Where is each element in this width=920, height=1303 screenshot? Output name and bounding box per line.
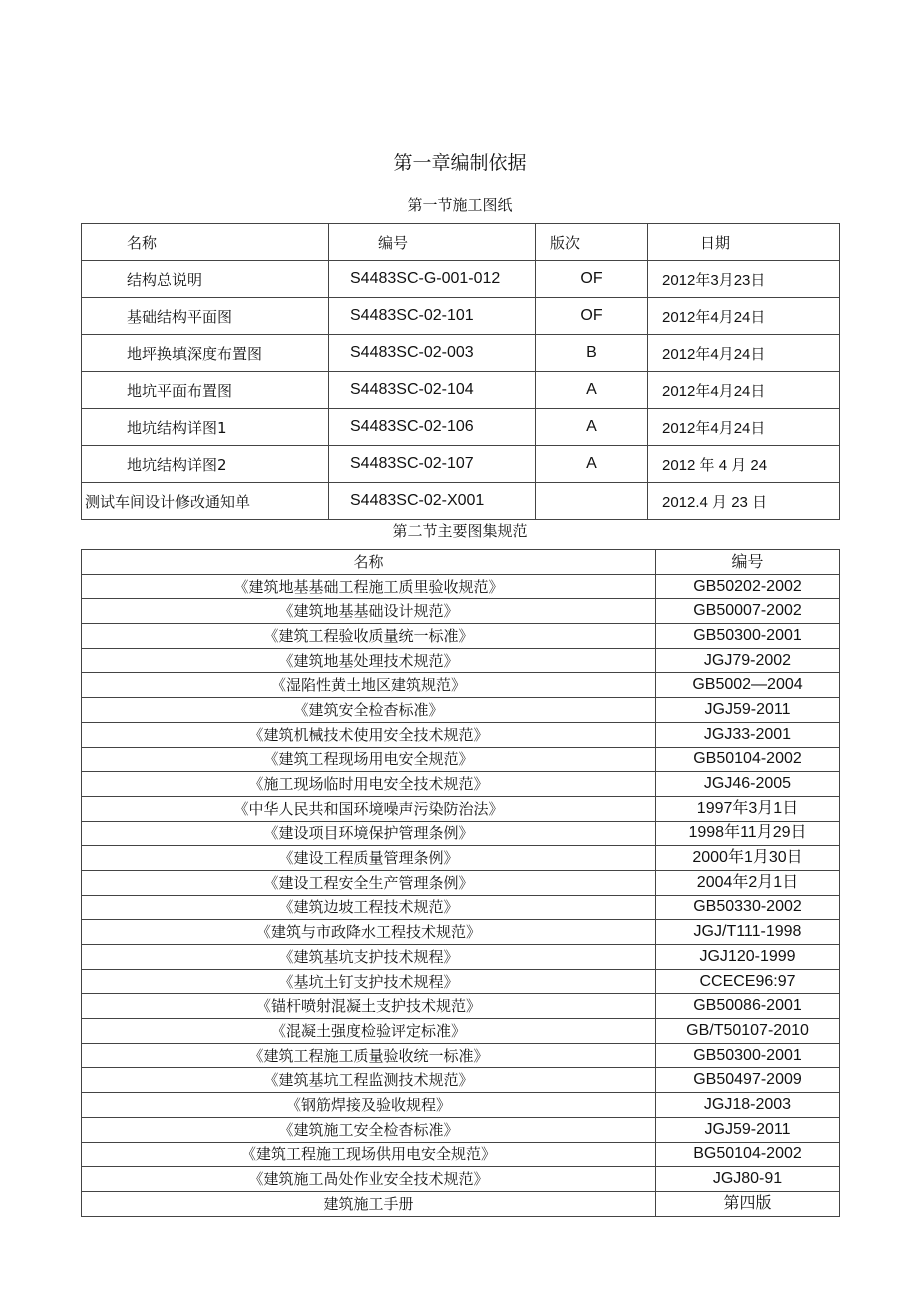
standard-name: 《建筑机械技术使用安全技术规范》 — [82, 722, 656, 747]
header-name: 名称 — [82, 550, 656, 575]
drawing-date: 2012年4月24日 — [648, 298, 840, 335]
standard-name: 《施工现场临时用电安全技术规范》 — [82, 772, 656, 797]
table-row — [82, 673, 840, 698]
table-row — [82, 870, 840, 895]
table-row — [82, 920, 840, 945]
drawing-version: OF — [536, 298, 648, 335]
drawing-date: 2012年4月24日 — [648, 372, 840, 409]
standard-name: 《建筑工程施工质量验收统一标准》 — [82, 1043, 656, 1068]
table-row — [82, 1093, 840, 1118]
drawing-date: 2012.4 月 23 日 — [648, 483, 840, 520]
drawing-code: S4483SC-02-107 — [329, 446, 536, 483]
standard-code: 2000年1月30日 — [656, 846, 840, 871]
table-row — [82, 599, 840, 624]
standard-code: GB50300-2001 — [656, 624, 840, 649]
standard-name: 《建筑施工咼处作业安全技术规范》 — [82, 1167, 656, 1192]
standard-name: 《建筑地基处理技术规范》 — [82, 648, 656, 673]
standard-name: 《湿陷性黄土地区建筑规范》 — [82, 673, 656, 698]
standard-code: JGJ59-2011 — [656, 1117, 840, 1142]
standard-code: GB50202-2002 — [656, 574, 840, 599]
drawings-table — [81, 223, 840, 520]
standard-name: 《锚杆喷射混凝土支护技术规范》 — [82, 994, 656, 1019]
header-code: 编号 — [329, 224, 536, 261]
table-row — [82, 698, 840, 723]
table-row — [82, 747, 840, 772]
table-row — [82, 574, 840, 599]
drawing-version: A — [536, 409, 648, 446]
standard-code: CCECE96:97 — [656, 969, 840, 994]
standard-code: 1997年3月1日 — [656, 796, 840, 821]
standard-name: 《中华人民共和国环境噪声污染防治法》 — [82, 796, 656, 821]
drawing-version: A — [536, 446, 648, 483]
table-row — [82, 994, 840, 1019]
table-row — [82, 1142, 840, 1167]
drawing-code: S4483SC-02-106 — [329, 409, 536, 446]
standard-code: JGJ79-2002 — [656, 648, 840, 673]
standard-name: 建筑施工手册 — [82, 1191, 656, 1216]
table-row — [82, 1167, 840, 1192]
standard-name: 《建筑地基基础设计规范》 — [82, 599, 656, 624]
table-row — [82, 1043, 840, 1068]
table-row — [82, 335, 840, 372]
table-header-row — [82, 550, 840, 575]
standard-code: GB5002—2004 — [656, 673, 840, 698]
table-row — [82, 1191, 840, 1216]
standard-code: JGJ/T111-1998 — [656, 920, 840, 945]
drawing-name: 测试车间设计修改通知单 — [82, 483, 329, 520]
table-row — [82, 895, 840, 920]
table-row — [82, 624, 840, 649]
drawing-version: B — [536, 335, 648, 372]
table-row — [82, 261, 840, 298]
drawing-version: A — [536, 372, 648, 409]
section1-title: 第一节施工图纸 — [407, 196, 513, 214]
table-row — [82, 772, 840, 797]
standard-code: JGJ18-2003 — [656, 1093, 840, 1118]
drawing-name: 基础结构平面图 — [82, 298, 329, 335]
standard-code: GB50497-2009 — [656, 1068, 840, 1093]
table-row — [82, 298, 840, 335]
standards-table — [81, 549, 840, 1217]
standard-code: GB/T50107-2010 — [656, 1019, 840, 1044]
standard-code: GB50086-2001 — [656, 994, 840, 1019]
drawing-date: 2012年4月24日 — [648, 409, 840, 446]
standard-code: BG50104-2002 — [656, 1142, 840, 1167]
chapter-title: 第一章编制依据 — [393, 152, 527, 174]
standard-name: 《混凝土强度检验评定标准》 — [82, 1019, 656, 1044]
drawing-date: 2012年4月24日 — [648, 335, 840, 372]
table-row — [82, 446, 840, 483]
standard-name: 《建设工程质量管理条例》 — [82, 846, 656, 871]
drawing-version: OF — [536, 261, 648, 298]
standard-code: GB50007-2002 — [656, 599, 840, 624]
header-name: 名称 — [82, 224, 329, 261]
table-row — [82, 969, 840, 994]
standard-name: 《建设项目环境保护管理条例》 — [82, 821, 656, 846]
drawing-code: S4483SC-G-001-012 — [329, 261, 536, 298]
standard-code: GB50330-2002 — [656, 895, 840, 920]
drawing-name: 地坑结构详图2 — [82, 446, 329, 483]
table-row — [82, 483, 840, 520]
drawing-version — [536, 483, 648, 520]
drawing-code: S4483SC-02-X001 — [329, 483, 536, 520]
standard-name: 《建设工程安全生产管理条例》 — [82, 870, 656, 895]
table-header-row — [82, 224, 840, 261]
standard-code: 2004年2月1日 — [656, 870, 840, 895]
standard-code: GB50104-2002 — [656, 747, 840, 772]
header-date: 日期 — [648, 224, 840, 261]
standard-name: 《建筑基坑支护技术规程》 — [82, 945, 656, 970]
standard-name: 《建筑施工安全检杳标准》 — [82, 1117, 656, 1142]
standard-code: JGJ120-1999 — [656, 945, 840, 970]
table-row — [82, 1019, 840, 1044]
standard-name: 《建筑安全检杳标准》 — [82, 698, 656, 723]
standard-name: 《基坑土钉支护技术规程》 — [82, 969, 656, 994]
table-row — [82, 722, 840, 747]
standard-name: 《建筑边坡工程技术规范》 — [82, 895, 656, 920]
table-row — [82, 372, 840, 409]
drawing-name: 结构总说明 — [82, 261, 329, 298]
drawing-name: 地坪换填深度布置图 — [82, 335, 329, 372]
standard-name: 《建筑工程现场用电安全规范》 — [82, 747, 656, 772]
table-row — [82, 796, 840, 821]
table-row — [82, 648, 840, 673]
standard-name: 《建筑基坑工程监测技术规范》 — [82, 1068, 656, 1093]
table-row — [82, 945, 840, 970]
header-version: 版次 — [536, 224, 648, 261]
table-row — [82, 821, 840, 846]
table-row — [82, 846, 840, 871]
standard-code: JGJ46-2005 — [656, 772, 840, 797]
table-row — [82, 1117, 840, 1142]
header-code: 编号 — [656, 550, 840, 575]
standard-name: 《建筑与市政降水工程技术规范》 — [82, 920, 656, 945]
drawing-code: S4483SC-02-101 — [329, 298, 536, 335]
table-row — [82, 1068, 840, 1093]
drawing-name: 地坑结构详图1 — [82, 409, 329, 446]
standard-name: 《建筑工程验收质量统一标准》 — [82, 624, 656, 649]
drawing-code: S4483SC-02-003 — [329, 335, 536, 372]
section2-title: 第二节主要图集规范 — [392, 522, 528, 540]
drawing-date: 2012年3月23日 — [648, 261, 840, 298]
standard-code: GB50300-2001 — [656, 1043, 840, 1068]
drawing-name: 地坑平面布置图 — [82, 372, 329, 409]
standard-name: 《建筑地基基础工程施工质里验收规范》 — [82, 574, 656, 599]
standard-code: JGJ59-2011 — [656, 698, 840, 723]
standard-name: 《建筑工程施工现场供用电安全规范》 — [82, 1142, 656, 1167]
standard-code: JGJ33-2001 — [656, 722, 840, 747]
standard-name: 《钢筋焊接及验收规程》 — [82, 1093, 656, 1118]
drawing-code: S4483SC-02-104 — [329, 372, 536, 409]
table-row — [82, 409, 840, 446]
standard-code: 1998年11月29日 — [656, 821, 840, 846]
drawing-date: 2012 年 4 月 24 — [648, 446, 840, 483]
standard-code: 第四版 — [656, 1191, 840, 1216]
standard-code: JGJ80-91 — [656, 1167, 840, 1192]
